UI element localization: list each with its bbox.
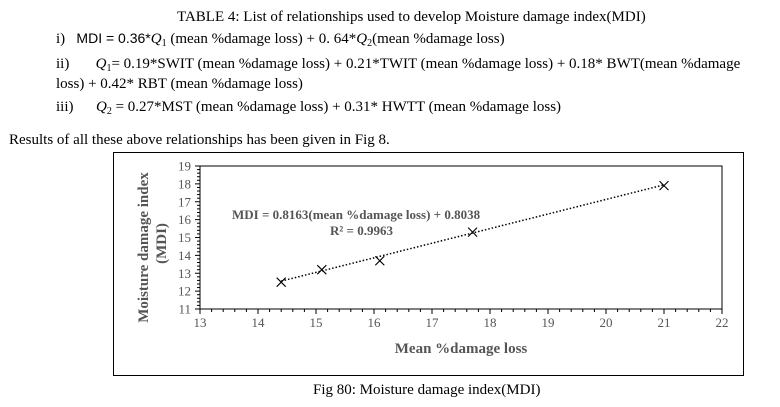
plot-border [200,166,722,309]
chart-frame [113,152,744,376]
x-tick-label: 20 [599,315,613,330]
equation-2-continued: loss) + 0.42* RBT (mean %damage loss) [56,76,303,92]
equation-3 [56,98,561,116]
equation-1 [56,29,505,48]
results-text: Results of all these above relationships has been given in Fig 8. [9,132,390,148]
q1-subscript-def: 1 [106,63,112,74]
y-tick-label: 12 [178,283,191,299]
data-point-marker [375,256,384,265]
figure-caption: Fig 80: Moisture damage index(MDI) [313,382,541,398]
equation-3-rest: = 0.27*MST (mean %damage loss) + 0.31* HWTT (mean %damage loss) [111,99,562,115]
y-tick-label: 13 [178,265,191,281]
q1-variable: Q [150,31,162,47]
x-tick-label: 13 [193,315,207,330]
y-tick-label: 14 [178,247,191,263]
x-axis-title: Mean %damage loss [394,341,528,357]
x-tick-label: 17 [425,315,439,330]
x-tick-label: 16 [367,315,381,330]
table-title: TABLE 4: List of relationships used to develop Moisture damage index(MDI) [177,9,646,25]
scatter-chart [114,153,743,375]
y-tick-label: 11 [178,301,191,317]
x-tick-label: 18 [483,315,497,330]
trendline-equation: MDI = 0.8163(mean %damage loss) + 0.8038 [232,207,481,222]
equation-1-end: (mean %damage loss) [372,31,505,47]
q2-variable-def: Q [96,99,107,115]
plot-area [136,159,729,358]
data-point-marker [660,181,669,190]
equation-2-line-1: = 0.19*SWIT (mean %damage loss) + 0.21*TWIT (mean %damage loss) + 0.18* BWT(mean %damage [111,56,741,72]
q2-variable: Q [356,31,368,47]
data-point-marker [277,278,286,287]
x-tick-label: 19 [541,315,555,330]
x-tick-label: 21 [657,315,671,330]
y-tick-label: 17 [178,194,191,210]
equation-1-mid: (mean %damage loss) + 0. 64* [166,31,357,47]
equation-1-number: i) [56,31,66,47]
y-tick-label: 18 [178,176,191,192]
equation-3-number: iii) [56,99,74,115]
y-tick-label: 15 [178,230,191,245]
y-axis-title-line-2: (MDI) [154,223,170,264]
q1-subscript: 1 [161,38,167,49]
r-squared-label: R² = 0.9963 [330,223,393,238]
q2-subscript-def: 2 [106,106,112,117]
y-tick-label: 16 [178,212,191,228]
equation-1-lhs: MDI = 0.36* [76,30,151,46]
equation-2-number: ii) [56,56,70,72]
x-tick-label: 14 [251,315,265,330]
q1-variable-def: Q [95,56,107,72]
x-tick-label: 15 [309,315,323,330]
y-axis-title-line-1: Moisture damage index [136,172,152,323]
q2-subscript: 2 [367,38,373,49]
equation-2 [56,55,740,73]
data-point-marker [317,265,326,274]
x-tick-label: 22 [715,315,729,330]
y-tick-label: 19 [178,158,191,174]
